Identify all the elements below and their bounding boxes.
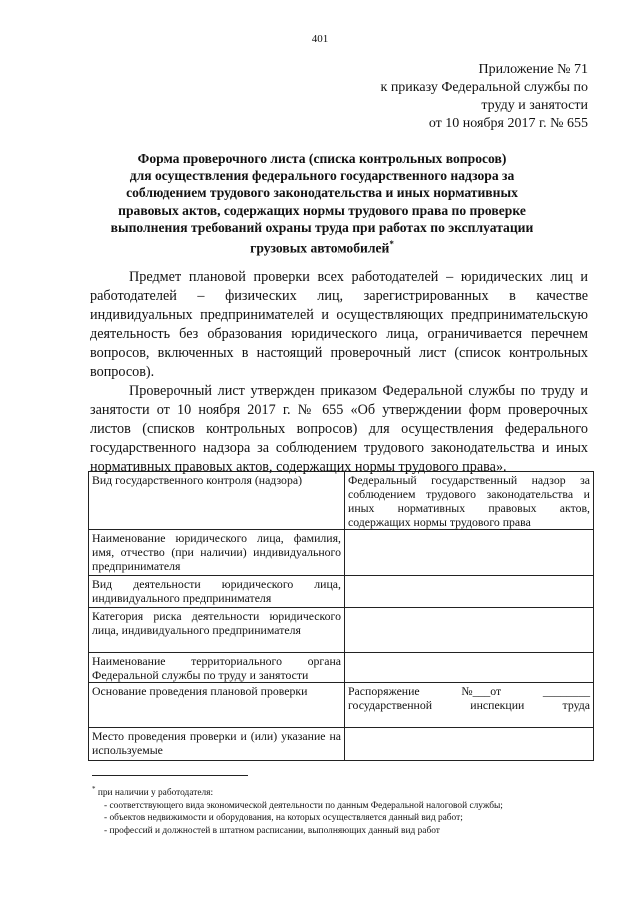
footnote-mark: * [92,785,96,793]
footnote-item: - объектов недвижимости и оборудования, на которых осуществляется данный вид работ; [104,813,463,824]
appendix-header [328,61,588,133]
table-cell-value[interactable] [345,653,594,683]
title-line: правовых актов, содержащих нормы трудового права по проверке [118,202,526,218]
title-line: Форма проверочного листа (списка контрольных вопросов) [137,151,507,166]
footnote-item: - соответствующего вида экономической деятельности по данным Федеральной налоговой службы; [104,800,503,811]
table-cell-label: Наименование юридического лица, фамилия, имя, отчество (при наличии) индивидуального предпринимателя [89,530,345,576]
title-footnote-mark: * [389,239,394,250]
table-row [89,683,594,728]
info-table [88,471,594,761]
table-row [89,530,594,576]
paragraph-subject: Предмет плановой проверки всех работодателей – юридических лиц и работодателей – физических лиц, зарегистрированных в качестве индивидуальных предпринимателей и осуществляющих предпринимательскую деятельность без образования юридического лица, ограничивается перечнем вопросов, включенных в настоящий проверочный лист (список контрольных вопросов). [90,269,588,380]
order-line-1 [348,684,590,698]
table-cell-value[interactable] [345,530,594,576]
page-number: 401 [311,33,329,45]
body-text [90,268,588,477]
appendix-line: от 10 ноября 2017 г. № 655 [428,116,588,131]
table-row [89,653,594,683]
table-cell-value[interactable] [345,728,594,761]
table-cell-value: Федеральный государственный надзор за соблюдением трудового законодательства и иных нормативных правовых актов, содержащих нормы трудового права [345,472,594,530]
order-line-2 [348,698,590,712]
order-number: №___от [461,684,502,698]
order-word: государственной [348,698,433,712]
title-line [96,236,548,257]
table-cell-label: Вид деятельности юридического лица, индивидуального предпринимателя [89,576,345,608]
footnote-item: - профессий и должностей в штатном расписании, выполняющих данный вид работ [104,825,440,836]
table-cell-label: Категория риска деятельности юридического лица, индивидуального предпринимателя [89,608,345,653]
table-cell-order[interactable] [345,683,594,728]
table-row [89,608,594,653]
footnote-intro [92,783,592,800]
appendix-line: труду и занятости [481,98,588,113]
table-cell-label: Основание проведения плановой проверки [89,683,345,728]
table-cell-label: Вид государственного контроля (надзора) [89,472,345,530]
table-cell-label: Место проведения проверки и (или) указание на используемые [89,728,345,761]
order-blank: ________ [542,684,590,698]
footnote-divider [92,775,248,776]
title-line: для осуществления федерального государственного надзора за [129,168,515,184]
order-word: Распоряжение [348,684,420,698]
paragraph-approval: Проверочный лист утвержден приказом Федеральной службы по труду и занятости от 10 ноября 2017 г. № 655 «Об утверждении форм проверочных листов (списков контрольных вопросов) для осуществления федерального государственного надзора за соблюдением трудового законодательства и иных нормативных правовых актов, содержащих нормы трудового права». [90,383,588,475]
footnote-intro-text: при наличии у работодателя: [97,788,214,799]
table-row [89,472,594,530]
title-line-text: грузовых автомобилей [250,240,390,256]
table-cell-value[interactable] [345,608,594,653]
title-line: выполнения требований охраны труда при работах по эксплуатации [110,219,534,235]
order-word: инспекции [470,698,525,712]
table-cell-label: Наименование территориального органа Федеральной службы по труду и занятости [89,653,345,683]
appendix-line: Приложение № 71 [478,62,588,77]
table-row [89,728,594,761]
document-title [96,150,548,257]
footnotes [92,783,592,837]
table-cell-value[interactable] [345,576,594,608]
table-row [89,576,594,608]
title-line: соблюдением трудового законодательства и иных нормативных [126,185,518,201]
appendix-line: к приказу Федеральной службы по [380,80,588,95]
order-word: труда [562,698,590,712]
